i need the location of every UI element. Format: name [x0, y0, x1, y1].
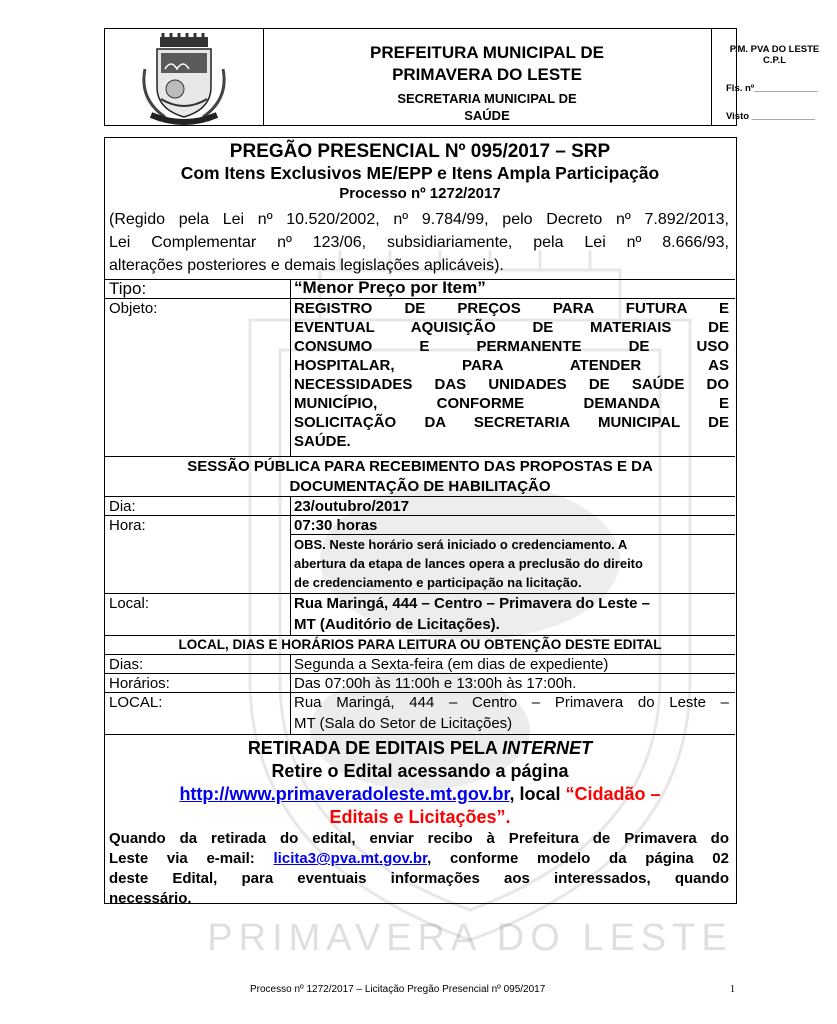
- local-line1: Rua Maringá, 444 – Centro – Primavera do Leste –: [294, 595, 650, 612]
- footer-text: Processo nº 1272/2017 – Licitação Pregão Presencial nº 095/2017: [250, 984, 546, 995]
- dias-label: Dias:: [109, 656, 144, 673]
- quando-line1: Quando da retirada do edital, enviar recibo à Prefeitura de Primavera do: [109, 830, 729, 847]
- header-subtitle-line1: SECRETARIA MUNICIPAL DE: [397, 91, 577, 106]
- quando-line2-prefix: Leste via e-mail:: [109, 850, 274, 867]
- url-line: [105, 784, 735, 805]
- legal-basis-line3: alterações posteriores e demais legislações aplicáveis).: [109, 257, 504, 274]
- horarios-label: Horários:: [109, 675, 170, 692]
- header-right-line2: C.P.L: [762, 55, 787, 66]
- header-title-line2: PRIMAVERA DO LESTE: [392, 65, 582, 84]
- legal-basis-line2: Lei Complementar nº 123/06, subsidiariamente, pela Lei nº 8.666/93,: [109, 234, 729, 251]
- obs-line: OBS. Neste horário será iniciado o credenciamento. A: [294, 537, 628, 552]
- tipo-label: Tipo:: [109, 279, 147, 298]
- pregao-title: PREGÃO PRESENCIAL Nº 095/2017 – SRP: [229, 141, 611, 162]
- tipo-value: “Menor Preço por Item”: [294, 278, 486, 297]
- header-subtitle-line2: SAÚDE: [464, 108, 510, 123]
- objeto-line: MUNICÍPIO, CONFORME DEMANDA E: [294, 395, 729, 412]
- objeto-line: CONSUMO E PERMANENTE DE USO: [294, 338, 729, 355]
- local2-line2: MT (Sala do Setor de Licitações): [294, 715, 513, 732]
- quando-line2-suffix: , conforme modelo da página 02: [427, 850, 729, 867]
- objeto-line: NECESSIDADES DAS UNIDADES DE SAÚDE DO: [294, 376, 729, 393]
- objeto-line: SAÚDE.: [294, 433, 351, 450]
- local-line2: MT (Auditório de Licitações).: [294, 616, 500, 633]
- quando-line3: deste Edital, para eventuais informações aos interessados, quando: [109, 870, 729, 887]
- retirada-title: [105, 738, 735, 759]
- session-title-line1: SESSÃO PÚBLICA PARA RECEBIMENTO DAS PROPOSTAS E DA: [187, 458, 653, 475]
- hora-value: 07:30 horas: [294, 517, 378, 534]
- retirada-title-internet: INTERNET: [502, 738, 593, 758]
- objeto-line: REGISTRO DE PREÇOS PARA FUTURA E: [294, 300, 729, 317]
- objeto-line: SOLICITAÇÃO DA SECRETARIA MUNICIPAL DE: [294, 414, 729, 431]
- local-label: Local:: [109, 595, 150, 612]
- visto-label: Visto ____________: [726, 111, 816, 122]
- retirada-title-text: RETIRADA DE EDITAIS PELA: [247, 738, 503, 758]
- local2-label: LOCAL:: [109, 694, 163, 711]
- site-link[interactable]: http://www.primaveradoleste.mt.gov.br: [179, 784, 510, 804]
- objeto-line: HOSPITALAR, PARA ATENDER AS: [294, 357, 729, 374]
- local2-line1: Rua Maringá, 444 – Centro – Primavera do Leste –: [294, 694, 729, 711]
- cidadao-line2: Editais e Licitações”.: [329, 807, 511, 827]
- email-link[interactable]: licita3@pva.mt.gov.br: [273, 850, 428, 867]
- quando-line4: necessário.: [109, 890, 192, 907]
- objeto-label: Objeto:: [109, 300, 158, 317]
- cidadao-line1: “Cidadão –: [565, 784, 661, 804]
- obs-line: abertura da etapa de lances opera a preclusão do direito: [294, 556, 643, 571]
- dias-value: Segunda a Sexta-feira (em dias de expediente): [294, 656, 609, 673]
- header-right-line1: P.M. PVA DO LESTE: [729, 44, 820, 55]
- header-stamp-box: [711, 29, 837, 125]
- header-title-block: [263, 29, 711, 125]
- page-number: 1: [730, 984, 735, 995]
- pregao-subtitle: Com Itens Exclusivos ME/EPP e Itens Ampla Participação: [180, 163, 660, 183]
- document-header: [104, 28, 820, 126]
- hora-label: Hora:: [109, 517, 146, 534]
- quando-line2: [109, 850, 729, 867]
- legal-basis-line1: (Regido pela Lei nº 10.520/2002, nº 9.784/99, pelo Decreto nº 7.892/2013,: [109, 211, 729, 228]
- horarios-value: Das 07:00h às 11:00h e 13:00h às 17:00h.: [294, 675, 577, 692]
- session-title-line2: DOCUMENTAÇÃO DE HABILITAÇÃO: [289, 478, 551, 495]
- local-word: , local: [509, 784, 566, 804]
- retire-line: Retire o Edital acessando a página: [271, 761, 569, 781]
- dia-value: 23/outubro/2017: [294, 498, 410, 515]
- edital-summary-table: [104, 137, 737, 907]
- watermark-text: PRIMAVERA DO LESTE: [207, 917, 733, 959]
- process-number: Processo nº 1272/2017: [339, 185, 501, 202]
- dia-label: Dia:: [109, 498, 136, 515]
- header-title-line1: PREFEITURA MUNICIPAL DE: [370, 43, 604, 62]
- obs-line: de credenciamento e participação na licitação.: [294, 575, 582, 590]
- coat-of-arms-icon: [105, 29, 263, 125]
- fls-label: Fls. nº____________: [726, 83, 818, 94]
- edital-section-title: LOCAL, DIAS E HORÁRIOS PARA LEITURA OU OBTENÇÃO DESTE EDITAL: [178, 637, 662, 652]
- objeto-line: EVENTUAL AQUISIÇÃO DE MATERIAIS DE: [294, 319, 729, 336]
- coat-of-arms-logo: [105, 29, 264, 125]
